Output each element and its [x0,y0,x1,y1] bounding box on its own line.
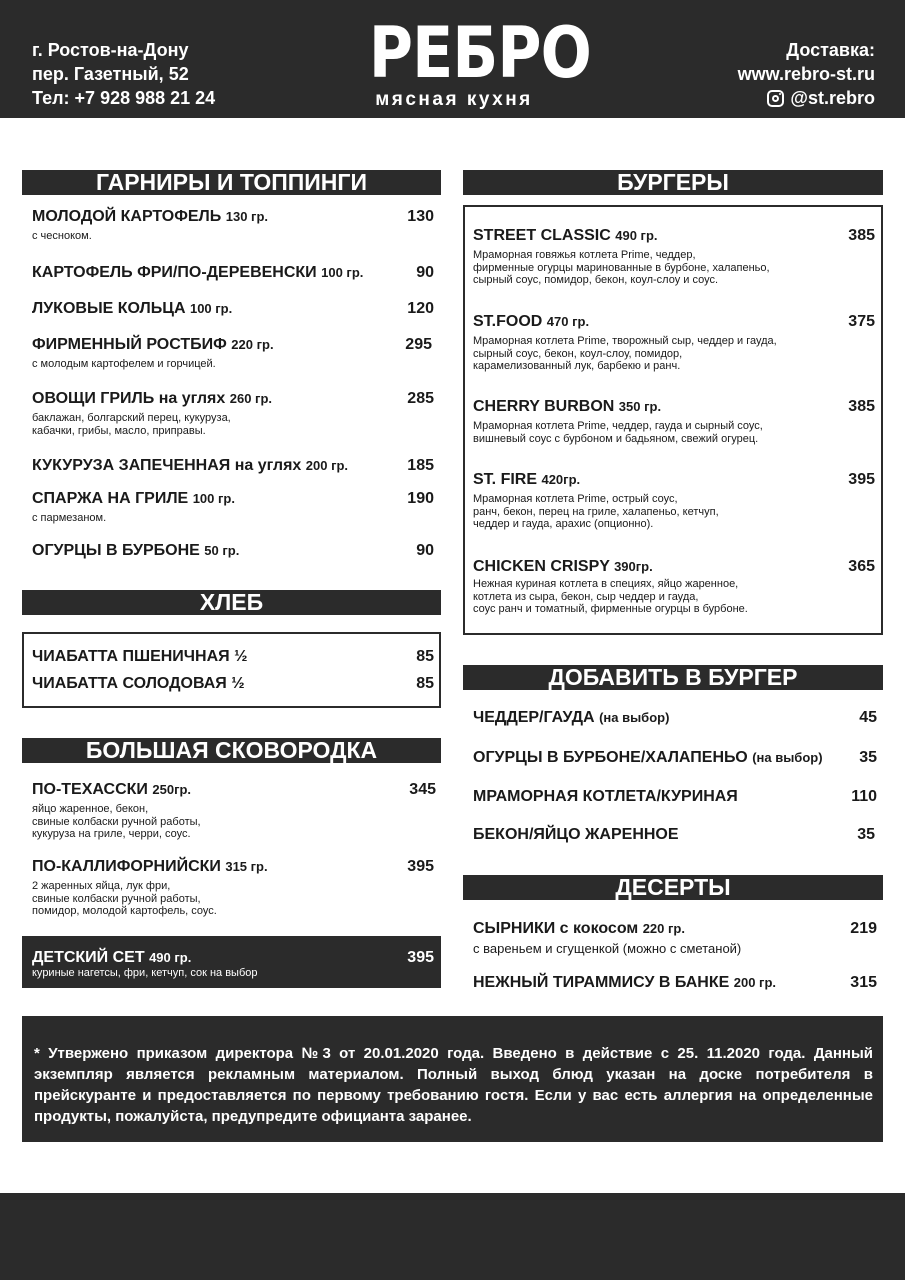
item-weight: 260 гр. [229,391,273,406]
item-name: ЧЕДДЕР/ГАУДА [473,709,595,726]
delivery-block [738,38,875,110]
menu-item [32,781,201,841]
item-desc: баклажан, болгарский перец, кукуруза, кабачки, грибы, масло, приправы. [32,412,231,437]
item-price: 315 [850,974,877,991]
item-name: КАРТОФЕЛЬ ФРИ/ПО-ДЕРЕВЕНСКИ [32,264,317,281]
item-name: СЫРНИКИ с кокосом [473,920,639,937]
menu-item [473,558,748,616]
menu-item [32,858,268,918]
item-weight: 250гр. [152,782,192,797]
item-weight: 220 гр. [642,921,685,936]
instagram-icon [767,90,784,107]
menu-item [473,227,770,287]
menu-item [32,336,274,371]
item-price: 85 [416,675,434,692]
item-desc: куриные нагетсы, фри, кетчуп, сок на выбор [32,967,258,979]
item-price: 90 [416,542,434,559]
item-price: 90 [416,264,434,281]
item-name: ЧИАБАТТА ПШЕНИЧНАЯ ½ [32,648,248,665]
item-note: (на выбор) [752,750,823,765]
delivery-label: Доставка: [786,40,875,60]
item-desc: Мраморная котлета Prime, острый соус, ранч, бекон, перец на гриле, халапеньо, кетчуп, чеддер и гауда, арахис (опционно). [473,493,719,530]
item-price: 365 [848,558,875,575]
item-price: 285 [407,390,434,407]
item-weight: 220 гр. [231,337,274,352]
item-desc: с чесноком. [32,230,92,242]
menu-item [32,208,268,243]
menu-item [32,457,348,475]
menu-item [473,920,741,956]
item-name: МОЛОДОЙ КАРТОФЕЛЬ [32,208,222,225]
item-desc: 2 жаренных яйца, лук фри, свиные колбаски ручной работы, помидор, молодой картофель, соус. [32,880,217,917]
item-name: КУКУРУЗА ЗАПЕЧЕННАЯ на углях [32,457,302,474]
menu-item [473,974,776,992]
address-block [32,38,215,110]
menu-item [473,709,669,727]
item-weight: 100 гр. [192,491,235,506]
menu-item [473,313,777,373]
section-title-desserts: ДЕСЕРТЫ [463,875,883,900]
item-price: 395 [848,471,875,488]
item-weight: 130 гр. [225,209,269,224]
website-link[interactable]: www.rebro-st.ru [737,64,875,84]
item-weight: 200 гр. [305,458,349,473]
menu-item [32,390,272,437]
item-price: 190 [407,490,434,507]
section-title-addons: ДОБАВИТЬ В БУРГЕР [463,665,883,690]
item-name: ПО-ТЕХАССКИ [32,781,148,798]
item-name: НЕЖНЫЙ ТИРАММИСУ В БАНКЕ [473,974,730,991]
address-city: г. Ростов-на-Дону [32,40,189,60]
menu-item [32,648,247,666]
item-desc: Нежная куриная котлета в специях, яйцо жаренное, котлета из сыра, бекон, сыр чеддер и гауда, соус ранч и томатный, фирменные огурцы в бурбоне. [473,578,748,615]
item-name: МРАМОРНАЯ КОТЛЕТА/КУРИНАЯ [473,788,738,805]
item-desc: Мраморная говяжья котлета Prime, чеддер, фирменные огурцы маринованные в бурбоне, халапеньо, сырный соус, помидор, бекон, коул-слоу и соус. [473,249,770,286]
item-weight: 50 гр. [204,543,240,558]
logo-name: РЕБРО [368,12,591,94]
item-name: СПАРЖА НА ГРИЛЕ [32,490,189,507]
item-weight: 490 гр. [149,950,192,965]
item-price: 35 [857,826,875,843]
item-weight: 350 гр. [618,399,662,414]
item-price: 45 [859,709,877,726]
item-price: 219 [850,920,877,937]
section-title-sides: ГАРНИРЫ И ТОППИНГИ [22,170,441,195]
menu-item [32,542,239,560]
phone-number[interactable]: Тел: +7 928 988 21 24 [32,88,216,108]
menu-item [473,826,679,844]
bread-box [22,632,441,708]
item-desc: яйцо жаренное, бекон, свиные колбаски ручной работы, кукуруза на гриле, черри, соус. [32,803,201,840]
section-title-burgers: БУРГЕРЫ [463,170,883,195]
item-weight: 470 гр. [546,314,590,329]
menu-item [32,490,235,525]
item-name: CHICKEN CRISPY [473,558,610,575]
item-weight: 100 гр. [321,265,364,280]
logo-subtitle: мясная кухня [375,89,533,110]
disclaimer-footnote: * Утвержено приказом директора №3 от 20.01.2020 года. Введено в действие с 25. 11.2020 года. Данный экземпляр является рекламным материалом. Полный выход блюд указан на доске потребителя в прейскуранте и предоставляется по первому требованию гостя. Если у вас есть аллергия на определенные продукты, пожалуйста, предупредите официанта заранее. [22,1016,883,1142]
item-desc: Мраморная котлета Prime, чеддер, гауда и сырный соус, вишневый соус с бурбоном и бадьяном, свежий огурец. [473,420,763,445]
item-price: 385 [848,227,875,244]
menu-item [32,949,257,980]
item-name: ДЕТСКИЙ СЕТ [32,949,145,966]
item-name: ФИРМЕННЫЙ РОСТБИФ [32,336,227,353]
item-weight: 100 гр. [189,301,233,316]
item-name: ЧИАБАТТА СОЛОДОВАЯ ½ [32,675,245,692]
item-weight: 490 гр. [615,228,658,243]
item-price: 35 [859,749,877,766]
item-price: 395 [407,949,434,966]
menu-item [473,398,763,445]
item-weight: 200 гр. [733,975,777,990]
item-price: 395 [407,858,434,875]
item-weight: 315 гр. [225,859,268,874]
item-price: 85 [416,648,434,665]
section-title-pan: БОЛЬШАЯ СКОВОРОДКА [22,738,441,763]
item-name: ST.FOOD [473,313,543,330]
item-weight: 390гр. [614,559,653,574]
item-name: ЛУКОВЫЕ КОЛЬЦА [32,300,186,317]
menu-item [473,471,719,531]
item-desc: с вареньем и сгущенкой (можно с сметаной) [473,941,742,956]
item-desc: Мраморная котлета Prime, творожный сыр, чеддер и гауда, сырный соус, бекон, коул-слоу, помидор, карамелизованный лук, барбекю и ранч. [473,335,777,372]
menu-item [32,675,245,693]
item-price: 385 [848,398,875,415]
item-price: 185 [407,457,434,474]
instagram-handle[interactable]: @st.rebro [790,88,875,108]
item-name: ОГУРЦЫ В БУРБОНЕ [32,542,200,559]
header-bar [0,0,905,118]
item-desc: с молодым картофелем и горчицей. [32,358,216,370]
item-name: ОВОЩИ ГРИЛЬ на углях [32,390,226,407]
item-name: STREET CLASSIC [473,227,611,244]
menu-item [32,300,232,318]
item-note: (на выбор) [599,710,670,725]
item-name: ST. FIRE [473,471,538,488]
item-weight: 420гр. [541,472,581,487]
menu-item [473,788,738,806]
item-name: ПО-КАЛЛИФОРНИЙСКИ [32,858,221,875]
item-price: 130 [407,208,434,225]
item-price: 345 [409,781,436,798]
bottom-bar [0,1193,905,1280]
item-name: ОГУРЦЫ В БУРБОНЕ/ХАЛАПЕНЬО [473,749,748,766]
item-desc: с пармезаном. [32,512,107,524]
address-street: пер. Газетный, 52 [32,64,189,84]
instagram-row[interactable] [738,86,875,110]
section-title-bread: ХЛЕБ [22,590,441,615]
logo [355,12,591,110]
menu-item [32,264,363,282]
item-price: 295 [405,336,432,353]
item-name: CHERRY BURBON [473,398,615,415]
item-price: 120 [407,300,434,317]
item-price: 375 [848,313,875,330]
item-price: 110 [851,788,877,805]
item-name: БЕКОН/ЯЙЦО ЖАРЕННОЕ [473,826,679,843]
menu-item [473,749,823,767]
